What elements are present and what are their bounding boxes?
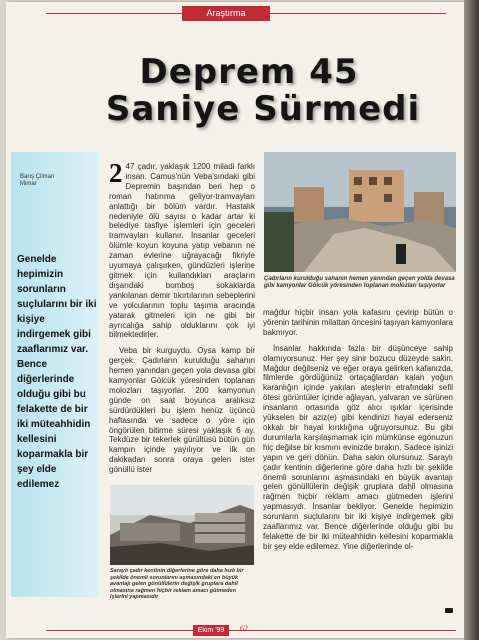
paragraph: [109, 158, 255, 340]
pull-quote: Genelde hepimizin sorunların suçlularını bir iki kişiye indirgemek gibi zaaflarımız var. Bence diğerlerinde olduğu gibi bu felakette de bir iki müteahhidin kellesini koparmakla bir şey elde edilemez: [17, 254, 97, 490]
photo-caption-top: Çadırların kurulduğu sahanın hemen yanından geçen yolda devasa gibi kamyonlar Gölcük yöresinden toplanan molozları taşıyorlar: [264, 276, 455, 289]
drop-cap: 2: [109, 158, 123, 188]
paragraph: İnsanlar hakkında fazla bir düşünceye sahip olamıyorsunuz. Her şey sinir bozucu düzeyde sakin. Mağdur değilseniz ve eğer oraya gelirken kafanızda, filmlerde gördüğünüz ortaçağlardan kalan yoğun karanlığın içinde yakılan ateşlerin etrafındaki sefil ötesi görüntüler içinde ağlayan, yalvaran ve sürünen insanların ortasında göz alıcı ışıklar içerisinde yükselen bir aziz(e) gibi kendinizi hayal ederseniz okkalı bir hayal kırıklığına uğruyorsunuz. Bu gibi durumlarla karşılaşmamak için mümkünse egonuzun hiç değilse bir kısmını evinizde bırakın. Sadece işinizi yapın ve geri dönün. Daha sakin olursunuz. Saraylı çadır kentinin diğerlerine göre daha hızlı bir şekilde önemli sorunlarını aşmasındaki en büyük avantajı gelen gönüllülerin değişik gruplara dahil olmasına rağmen hiçbir reklam amacı gütmeden işlerini yapmasıydı. İnsanlar bekliyor. Genelde hepimizin sorunların suçlularını bir iki kişiye indirgemek gibi zaaflarımız var. Bence diğerlerinde olduğu gibi bu felakette de bir iki müteahhidin kellesini koparmakla bir şey elde edilemez. Yine diğerlerinde ol-: [263, 343, 453, 551]
author-role: Mimar: [20, 181, 37, 187]
collapsed-building-photo: [110, 485, 254, 565]
article-column-1: [109, 158, 255, 481]
headline-line-2: Saniye Sürmedi: [105, 89, 421, 129]
paragraph: Veba bir kurguydu. Oysa kamp bir gerçek. Çadırların kurulduğu sahanın hemen yanından geçen yola devasa gibi kamyonlar Gölcük yöresinden toplanan molozları taşıyorlar. 200 kamyonun günde on saat boyunca aralıksız sürdürdükleri bu işlem henüz üçüncü haftasında ve sadece o yöre için öngörülen bitirme süresi yaklaşık 6 ay. Tekdüze bir tekerlek gürültüsü bütün gün kampın içinde yayılıyor ve ilk on dakikadan sonra oraya gelen ister gönüllü ister: [109, 346, 255, 475]
magazine-binding: [464, 0, 479, 640]
issue-month-label: Ekim '99: [193, 625, 229, 636]
section-label: Araştırma: [182, 6, 270, 21]
paragraph: mağdur hiçbir insan yola kafasını çevirip bütün o yörenin tarihinin milattan öncesini taşıyan kamyonlara bakmıyor.: [263, 308, 453, 337]
magazine-page: [6, 2, 464, 638]
byline: [20, 174, 94, 188]
article-end-mark: [445, 608, 453, 613]
headline-line-1: Deprem 45: [139, 52, 359, 92]
author-name: Barış Çilman: [20, 174, 55, 180]
photo-caption-bottom: Saraylı çadır kentinin diğerlerine göre daha hızlı bir şekilde önemli sorunlarını aşmasındaki en büyük avantajı gelen gönüllülerin değişik gruplara dahil olmasına rağmen hiçbir reklam amacı gütmeden işlerini yapmasıdır: [110, 568, 244, 600]
paragraph-text: 47 çadır, yaklaşık 1200 miladi farklı insan. Camus'nün Veba'sındaki gibi Depremin başından beri hep o roman hatırıma geliyor-tramvayları anlattığı bir bölüm vardır. Hastalık nedeniyle ölü sayısı o kadar artar ki belediye tasfiye işlemleri için geceleri tramvayları kullanır. İnsanlar geceleri ölümle koyun koyuna yatıp vebanın ne zaman evlerine uğrayacağı fikriyle uyumaya çalışırken, gündüzleri işlerine gitmek için kullandıkları araçların dışarıdaki bomboş sokaklarda yankılanan demir tıkırtılarının sebeplerini ve yolcularının toplu taşıma aracında yatarak gitmeleri için ne gibi bir ayrıcalığa sahip olduklarını çok iyi bilmektedirler.: [109, 162, 255, 340]
footer-rule: [46, 630, 456, 631]
earthquake-rubble-photo: [264, 152, 456, 272]
page-number: 62: [240, 624, 248, 633]
article-column-2: [263, 308, 453, 558]
